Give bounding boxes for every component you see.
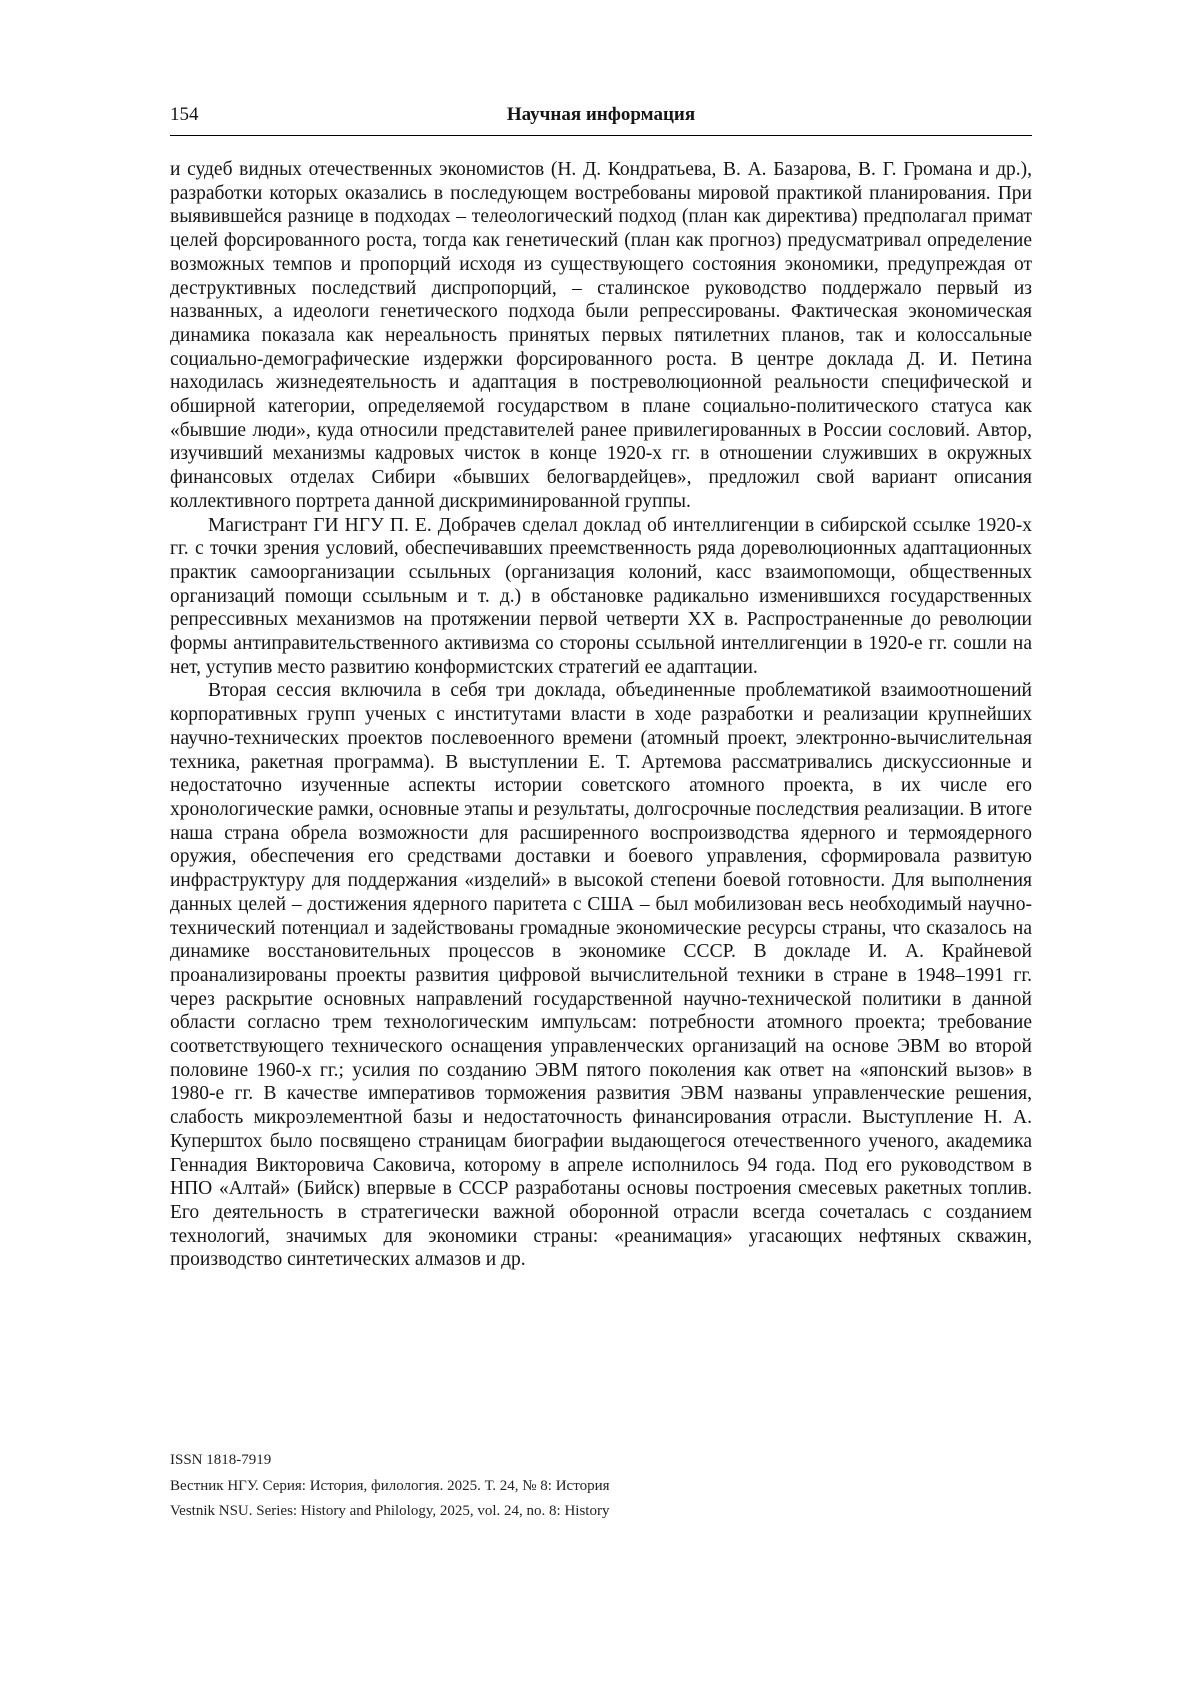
footer-citation-en: Vestnik NSU. Series: History and Philology, 2025, vol. 24, no. 8: History (170, 1503, 610, 1519)
page-header (170, 104, 1032, 126)
body-paragraph-3: Вторая сессия включила в себя три доклада, объединенные проблематикой взаимоотношений корпоративных групп ученых с институтами власти в ходе разработки и реализации крупнейших научно-технических проектов послевоенного времени (атомный проект, электронно-вычислительная техника, ракетная программа). В выступлении Е. Т. Артемова рассматривались дискуссионные и недостаточно изученные аспекты истории советского атомного проекта, в их числе его хронологические рамки, основные этапы и результаты, долгосрочные последствия реализации. В итоге наша страна обрела возможности для расширенного воспроизводства ядерного и термоядерного оружия, обеспечения его средствами доставки и боевого управления, сформировала развитую инфраструктуру для поддержания «изделий» в высокой степени боевой готовности. Для выполнения данных целей – достижения ядерного паритета с США – был мобилизован весь необходимый научно-технический потенциал и задействованы громадные экономические ресурсы страны, что сказалось на динамике восстановительных процессов в экономике СССР. В докладе И. А. Крайневой проанализированы проекты развития цифровой вычислительной техники в стране в 1948–1991 гг. через раскрытие основных направлений государственной научно-технической политики в данной области согласно трем технологическим импульсам: потребности атомного проекта; требование соответствующего технического оснащения управленческих организаций на основе ЭВМ во второй половине 1960-х гг.; усилия по созданию ЭВМ пятого поколения как ответ на «японский вызов» в 1980-е гг. В качестве императивов торможения развития ЭВМ названы управленческие решения, слабость микроэлементной базы и недостаточность финансирования отрасли. Выступление Н. А. Куперштох было посвящено страницам биографии выдающегося отечественного ученого, академика Геннадия Викторовича Саковича, которому в апреле исполнилось 94 года. Под его руководством в НПО «Алтай» (Бийск) впервые в СССР разработаны основы построения смесевых ракетных топлив. Его деятельность в стратегически важной оборонной отрасли всегда сочеталась с созданием технологий, значимых для экономики страны: «реанимация» угасающих нефтяных скважин, производство синтетических алмазов и др. (170, 680, 1032, 1271)
running-title: Научная информация (506, 104, 696, 125)
body-paragraph-2: Магистрант ГИ НГУ П. Е. Добрачев сделал доклад об интеллигенции в сибирской ссылке 1920-х гг. с точки зрения условий, обеспечивавших преемственность ряда дореволюционных адаптационных практик самоорганизации ссыльных (организация колоний, касс взаимопомощи, общественных организаций помощи ссыльным и т. д.) в обстановке радикально изменившихся государственных репрессивных механизмов на протяжении первой четверти XX в. Распространенные до революции формы антиправительственного активизма со стороны ссыльной интеллигенции в 1920-е гг. сошли на нет, уступив место развитию конформистских стратегий ее адаптации. (170, 514, 1032, 678)
body-paragraph-1: и судеб видных отечественных экономистов (Н. Д. Кондратьева, В. А. Базарова, В. Г. Громана и др.), разработки которых оказались в последующем востребованы мировой практикой планирования. При выявившейся разнице в подходах – телеологический подход (план как директива) предполагал примат целей форсированного роста, тогда как генетический (план как прогноз) предусматривал определение возможных темпов и пропорций исходя из существующего состояния экономики, предупреждая от деструктивных последствий диспропорций, – сталинское руководство поддержало первый из названных, а идеологи генетического подхода были репрессированы. Фактическая экономическая динамика показала как нереальность принятых первых пятилетних планов, так и колоссальные социально-демографические издержки форсированного роста. В центре доклада Д. И. Петина находилась жизнедеятельность и адаптация в постреволюционной реальности специфической и обширной категории, определяемой государством в плане социально-политического статуса как «бывшие люди», куда относили представителей ранее привилегированных в России сословий. Автор, изучивший механизмы кадровых чисток в конце 1920-х гг. в отношении служивших в окружных финансовых отделах Сибири «бывших белогвардейцев», предложил свой вариант описания коллективного портрета данной дискриминированной группы. (170, 159, 1032, 512)
page-number: 154 (170, 104, 199, 125)
page-footer (170, 1448, 1032, 1525)
footer-citation-ru: Вестник НГУ. Серия: История, филология. 2025. Т. 24, № 8: История (170, 1477, 610, 1494)
footer-issn: ISSN 1818-7919 (170, 1452, 272, 1468)
article-body (170, 158, 1032, 1272)
header-rule (170, 135, 1032, 136)
